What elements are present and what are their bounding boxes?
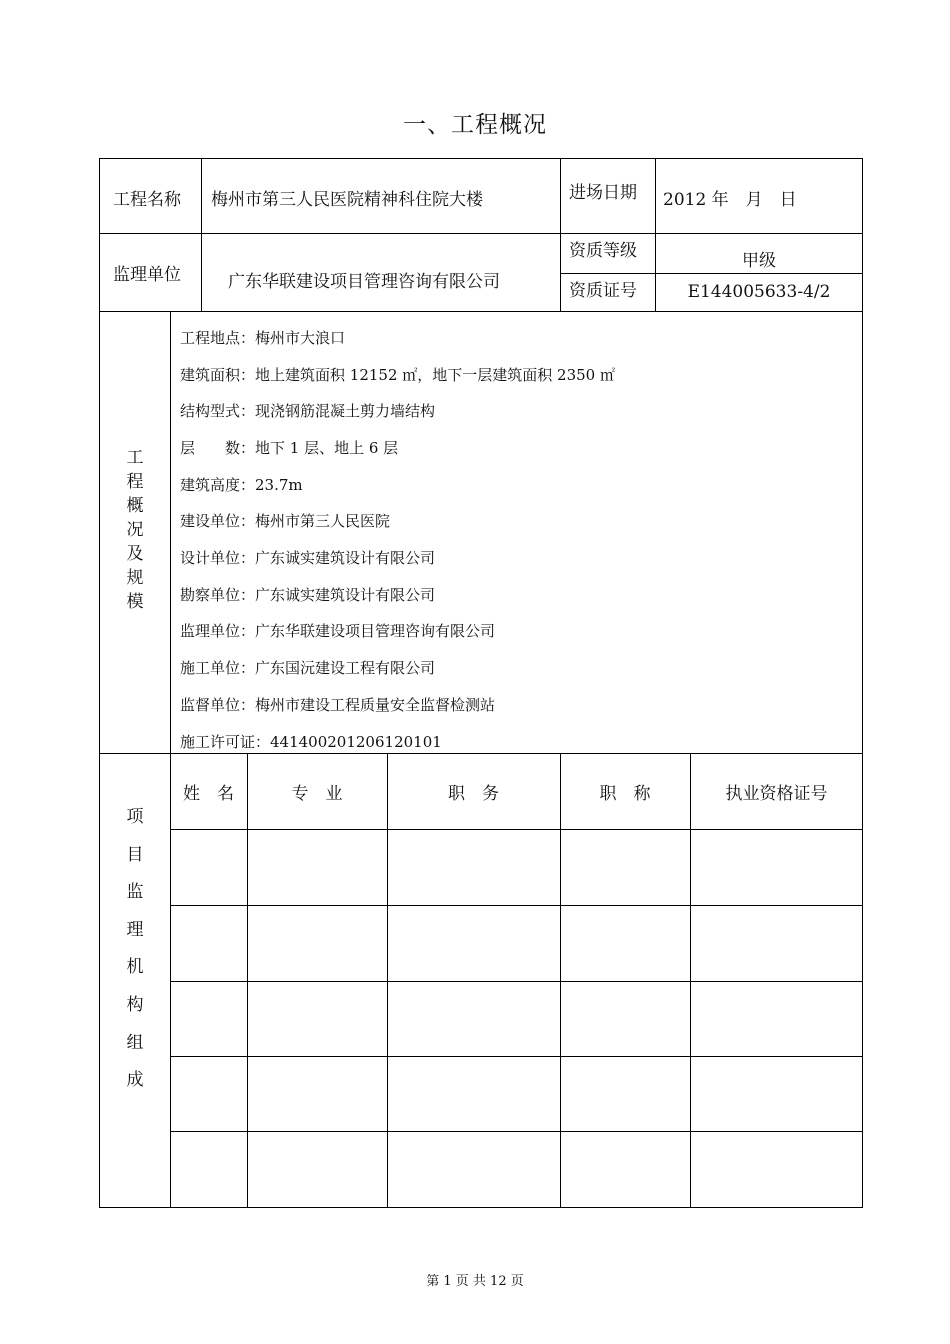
overview-line: 监理单位：广东华联建设项目管理咨询有限公司 (180, 622, 496, 640)
divider (201, 158, 202, 311)
divider (99, 311, 863, 312)
supervisor-label: 监理单位 (113, 265, 181, 285)
divider (99, 233, 863, 234)
overview-line: 工程地点：梅州市大浪口 (180, 329, 346, 347)
overview-line: 建筑高度：23.7m (180, 476, 303, 494)
overview-line: 施工单位：广东国沅建设工程有限公司 (180, 659, 436, 677)
column-header-name: 姓 名 (183, 784, 234, 804)
entry-date: 2012 年 月 日 (663, 190, 797, 210)
project-name-label: 工程名称 (113, 190, 181, 210)
overview-line: 设计单位：广东诚实建筑设计有限公司 (180, 549, 436, 567)
table-row (170, 1057, 863, 1131)
organization-section-label: 项 目 监 理 机 构 组 成 (126, 807, 144, 1091)
overview-line: 结构型式：现浇钢筋混凝土剪力墙结构 (180, 402, 436, 420)
entry-date-label: 进场日期 (569, 183, 637, 203)
overview-line: 监督单位：梅州市建设工程质量安全监督检测站 (180, 696, 496, 714)
overview-line: 层 数：地下 1 层、地上 6 层 (180, 439, 399, 457)
overview-line: 施工许可证：441400201206120101 (180, 733, 442, 751)
column-header-position: 职 务 (448, 784, 499, 804)
divider (560, 158, 561, 311)
column-header-title: 职 称 (599, 784, 651, 804)
table-row (170, 1132, 863, 1207)
overview-section-label: 工 程 概 况 及 规 模 (126, 448, 144, 612)
overview-line: 勘察单位：广东诚实建筑设计有限公司 (180, 586, 436, 604)
column-header-major: 专 业 (291, 784, 343, 804)
table-row (170, 982, 863, 1056)
page-title: 一、工程概况 (403, 112, 547, 138)
supervisor-name: 广东华联建设项目管理咨询有限公司 (228, 272, 500, 292)
overview-line: 建设单位：梅州市第三人民医院 (180, 512, 391, 530)
table-row (170, 906, 863, 981)
qualification-cert-label: 资质证号 (569, 281, 637, 301)
table-row (170, 830, 863, 905)
divider (99, 753, 863, 754)
overview-line: 建筑面积：地上建筑面积 12152 ㎡，地下一层建筑面积 2350 ㎡ (180, 366, 615, 384)
qualification-cert: E144005633-4/2 (687, 282, 831, 302)
project-name: 梅州市第三人民医院精神科住院大楼 (211, 190, 483, 210)
qualification-grade: 甲级 (742, 251, 776, 271)
divider (560, 273, 863, 274)
page-footer: 第 1 页 共 12 页 (426, 1274, 524, 1289)
qualification-grade-label: 资质等级 (569, 241, 637, 261)
column-header-certificate: 执业资格证号 (725, 784, 828, 804)
